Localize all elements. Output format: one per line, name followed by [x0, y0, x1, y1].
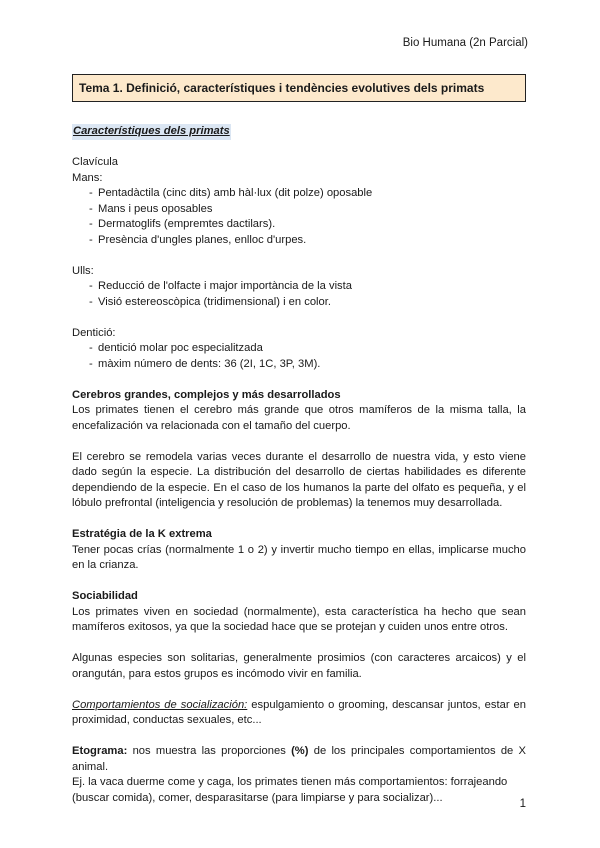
comportamientos-text: espulgamiento o grooming, descansar juntos, estar en proximidad, conductas sexuales, etc... [72, 698, 526, 726]
document-body [72, 124, 526, 806]
ulls-label: Ulls: [72, 264, 94, 277]
section-heading: Característiques dels primats [72, 124, 231, 140]
cerebros-paragraph-1: Los primates tienen el cerebro más grande que otros mamíferos de la misma talla, la encefalización va relacionada con el tamaño del cuerpo. [72, 404, 526, 432]
list-item: - dentició molar poc especialitzada [72, 341, 526, 357]
etograma-text-b: de los principales comportamientos de X animal. [72, 745, 526, 773]
list-item: - Presència d'ungles planes, enlloc d'urpes. [72, 233, 526, 249]
list-item: - Reducció de l'olfacte i major importància de la vista [72, 279, 526, 295]
denticio-label: Dentició: [72, 326, 116, 339]
etograma-percent: (%) [291, 745, 309, 757]
cerebros-paragraph-2: El cerebro se remodela varias veces durante el desarrollo de nuestra vida, y esto viene dado según la especie. La distribución del desarrollo de ciertas habilidades es diferente dependiendo de la especie. En el caso de los humanos la parte del olfato es pequeña, y el lóbulo prefrontal (inteligencia y resolución de problemas) la tenemos muy desarrollada. [72, 450, 526, 509]
document-title: Tema 1. Definició, característiques i tendències evolutives dels primats [72, 74, 526, 102]
etograma-paragraph [72, 744, 526, 775]
sociabilidad-paragraph-2: Algunas especies son solitarias, generalmente prosimios (con caracteres arcaicos) y el orangután, para estos grupos es incómodo vivir en familia. [72, 652, 526, 680]
list-item: - màxim número de dents: 36 (2I, 1C, 3P, 3M). [72, 357, 526, 373]
estrategia-heading: Estratégia de la K extrema [72, 528, 212, 540]
denticio-list [72, 341, 526, 372]
page-header: Bio Humana (2n Parcial) [402, 37, 528, 49]
list-item: - Visió estereoscòpica (tridimensional) i en color. [72, 295, 526, 311]
etograma-text-a: nos muestra las proporciones [127, 745, 292, 757]
comportamientos-paragraph [72, 698, 526, 729]
etograma-example: Ej. la vaca duerme come y caga, los primates tienen más comportamientos: forrajeando (buscar comida), comer, desparasitarse (para limpiarse y para socializar)... [72, 776, 508, 804]
list-item: - Pentadàctila (cinc dits) amb hàl·lux (dit polze) oposable [72, 186, 526, 202]
sociabilidad-paragraph-1: Los primates viven en sociedad (normalmente), esta característica ha hecho que sean mamíferos exitosos, ya que la sociedad hace que se protejan y cuiden unos entre otros. [72, 605, 526, 633]
list-item: - Mans i peus oposables [72, 202, 526, 218]
etograma-label: Etograma: [72, 745, 128, 757]
page-number: 1 [519, 798, 526, 810]
cerebros-heading: Cerebros grandes, complejos y más desarrollados [72, 388, 341, 401]
estrategia-paragraph: Tener pocas crías (normalmente 1 o 2) y invertir mucho tiempo en ellas, implicarse mucho en la crianza. [72, 543, 526, 571]
mans-label: Mans: [72, 171, 103, 184]
comportamientos-label: Comportamientos de socialización: [72, 698, 248, 711]
ulls-list [72, 279, 526, 310]
clavicula-text: Clavícula [72, 156, 119, 168]
list-item: - Dermatoglifs (empremtes dactilars). [72, 217, 526, 233]
mans-list [72, 186, 526, 248]
sociabilidad-heading: Sociabilidad [72, 590, 138, 602]
